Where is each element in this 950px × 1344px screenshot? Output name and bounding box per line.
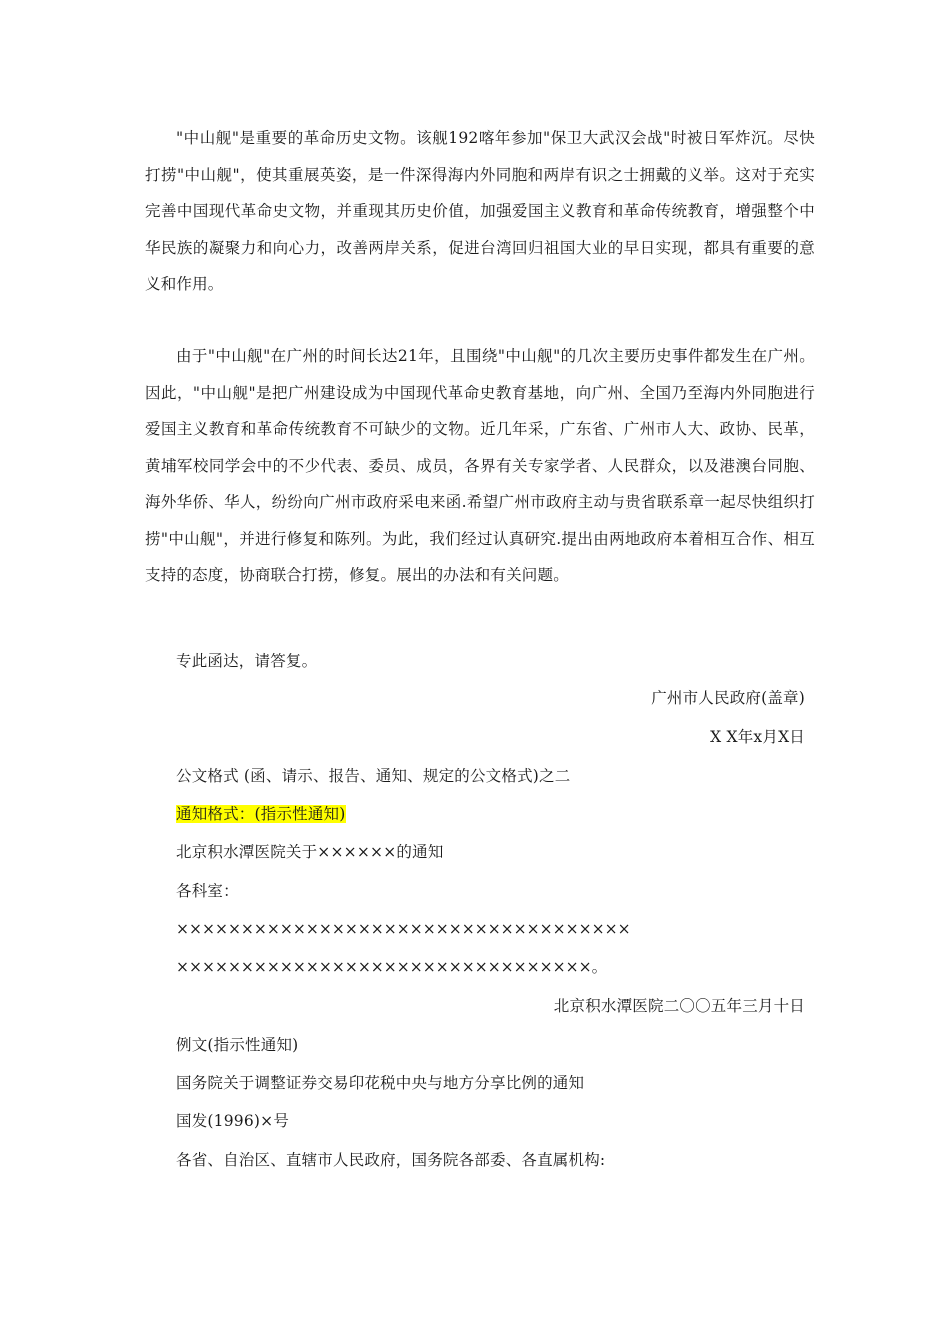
notice-body-line: ××××××××××××××××××××××××××××××××××× bbox=[176, 920, 631, 938]
notice-signature-date: 北京积水潭医院二〇〇五年三月十日 bbox=[553, 997, 805, 1015]
paragraph-zhongshan-significance: "中山舰"是重要的革命历史文物。该舰192喀年参加"保卫大武汉会战"时被日军炸沉。尽快打捞"中山舰"，使其重展英姿，是一件深得海内外同胞和两岸有识之士拥戴的义举。这对于充实完善中国现代革命史文物，并重现其历史价值，加强爱国主义教育和革命传统教育，增强整个中华民族的凝聚力和向心力，改善两岸关系，促进台湾回归祖国大业的早日实现，都具有重要的意义和作用。 bbox=[145, 129, 815, 293]
highlighted-text: 通知格式：(指示性通知) bbox=[176, 805, 346, 823]
notice-addressee: 各科室： bbox=[176, 882, 239, 900]
letter-date: X X年x月X日 bbox=[710, 728, 805, 746]
section-title: 公文格式 (函、请示、报告、通知、规定的公文格式)之二 bbox=[176, 767, 571, 785]
signature-guangzhou-government: 广州市人民政府(盖章) bbox=[651, 689, 805, 707]
paragraph-zhongshan-guangzhou: 由于"中山舰"在广州的时间长达21年，且围绕"中山舰"的几次主要历史事件都发生在广州。因此，"中山舰"是把广州建设成为中国现代革命史教育基地，向广州、全国乃至海内外同胞进行爱国主义教育和革命传统教育不可缺少的文物。近几年采，广东省、广州市人大、政协、民革，黄埔军校同学会中的不少代表、委员、成员，各界有关专家学者、人民群众，以及港澳台同胞、海外华侨、华人，纷纷向广州市政府采电来函.希望广州市政府主动与贵省联系章一起尽快组织打捞"中山舰"，并进行修复和陈列。为此，我们经过认真研究.提出由两地政府本着相互合作、相互支持的态度，协商联合打捞，修复。展出的办法和有关问题。 bbox=[145, 347, 815, 584]
example-document-number: 国发(1996)×号 bbox=[176, 1112, 290, 1130]
example-addressee: 各省、自治区、直辖市人民政府，国务院各部委、各直属机构: bbox=[176, 1151, 606, 1169]
example-title: 国务院关于调整证券交易印花税中央与地方分享比例的通知 bbox=[176, 1074, 585, 1092]
example-label: 例文(指示性通知) bbox=[176, 1036, 299, 1054]
notice-title: 北京积水潭医院关于××××××的通知 bbox=[176, 843, 444, 861]
notice-body-line: ××××××××××××××××××××××××××××××××。 bbox=[176, 958, 608, 976]
closing-line: 专此函达，请答复。 bbox=[176, 652, 318, 670]
notice-format-label bbox=[176, 804, 346, 824]
